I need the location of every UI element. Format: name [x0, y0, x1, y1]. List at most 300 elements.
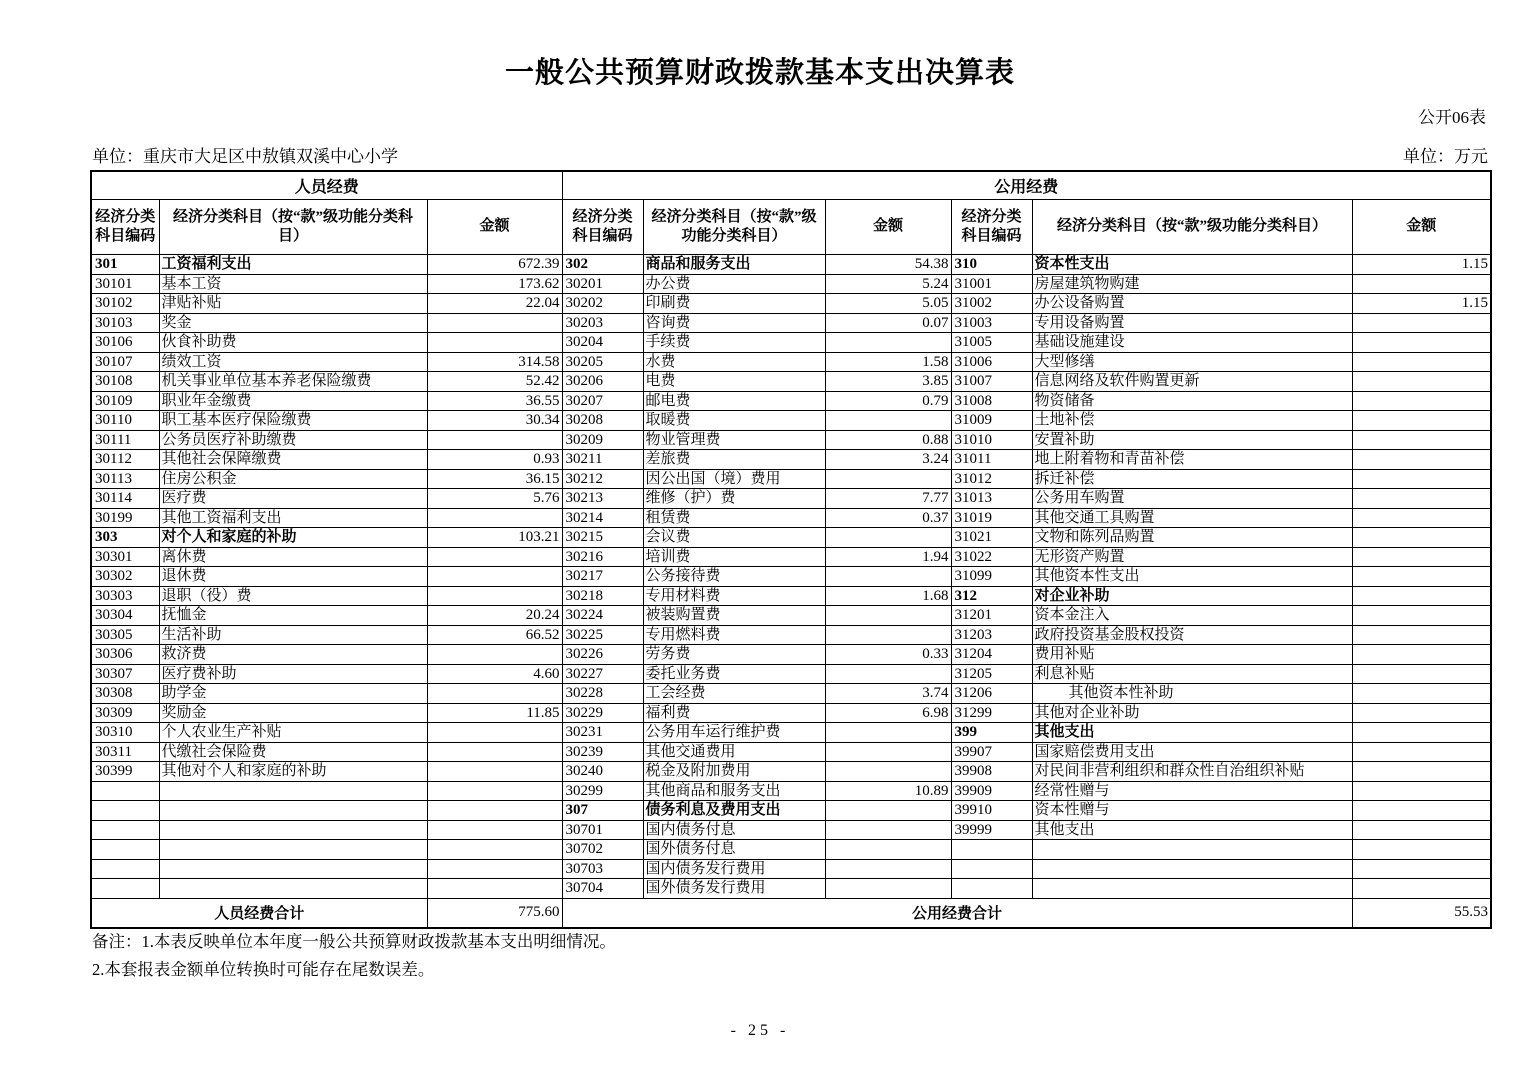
amount-cell [1352, 352, 1491, 372]
table-row [91, 489, 1491, 509]
subject-cell: 职业年金缴费 [159, 391, 427, 411]
subject-cell: 被装购置费 [643, 606, 825, 626]
amount-cell [825, 567, 951, 587]
table-row [91, 840, 1491, 860]
subject-cell: 基础设施建设 [1032, 333, 1352, 353]
amount-cell [825, 528, 951, 548]
subject-cell: 印刷费 [643, 294, 825, 314]
subject-cell: 代缴社会保险费 [159, 742, 427, 762]
amount-cell: 30.34 [427, 411, 562, 431]
economic-code-cell: 30209 [562, 430, 643, 450]
subject-cell: 信息网络及软件购置更新 [1032, 372, 1352, 392]
table-body [91, 255, 1491, 899]
economic-code-cell: 31099 [951, 567, 1032, 587]
amount-cell [427, 586, 562, 606]
amount-cell [1352, 411, 1491, 431]
column-header-code: 经济分类科目编码 [91, 200, 159, 255]
economic-code-cell: 30208 [562, 411, 643, 431]
amount-cell: 5.24 [825, 274, 951, 294]
table-row [91, 859, 1491, 879]
subject-cell: 公务用车运行维护费 [643, 723, 825, 743]
subject-cell: 维修（护）费 [643, 489, 825, 509]
amount-cell [427, 567, 562, 587]
subject-cell: 离休费 [159, 547, 427, 567]
economic-code-cell: 30239 [562, 742, 643, 762]
amount-cell [1352, 801, 1491, 821]
amount-cell [427, 879, 562, 899]
subject-cell: 经常性赠与 [1032, 781, 1352, 801]
subject-cell: 电费 [643, 372, 825, 392]
subject-cell: 对个人和家庭的补助 [159, 528, 427, 548]
table-row [91, 313, 1491, 333]
amount-cell: 3.74 [825, 684, 951, 704]
subject-cell: 公务用车购置 [1032, 489, 1352, 509]
table-row [91, 567, 1491, 587]
economic-code-cell: 30113 [91, 469, 159, 489]
amount-cell: 1.15 [1352, 294, 1491, 314]
amount-cell [1352, 703, 1491, 723]
amount-cell [1352, 840, 1491, 860]
economic-code-cell: 30214 [562, 508, 643, 528]
economic-code-cell: 31021 [951, 528, 1032, 548]
economic-code-cell: 30108 [91, 372, 159, 392]
currency-unit-label: 单位：万元 [1403, 147, 1488, 166]
table-row [91, 469, 1491, 489]
amount-cell [1352, 879, 1491, 899]
amount-cell: 314.58 [427, 352, 562, 372]
amount-cell: 1.58 [825, 352, 951, 372]
table-row [91, 508, 1491, 528]
economic-code-cell: 30217 [562, 567, 643, 587]
page-title: 一般公共预算财政拨款基本支出决算表 [504, 57, 1015, 89]
subject-cell: 基本工资 [159, 274, 427, 294]
economic-code-cell: 30701 [562, 820, 643, 840]
personnel-total-label: 人员经费合计 [91, 898, 427, 928]
economic-code-cell: 30226 [562, 645, 643, 665]
amount-cell [1352, 586, 1491, 606]
column-header-amount: 金额 [1352, 200, 1491, 255]
subject-cell: 其他工资福利支出 [159, 508, 427, 528]
amount-cell: 3.24 [825, 450, 951, 470]
subject-cell: 其他支出 [1032, 723, 1352, 743]
amount-cell [427, 840, 562, 860]
table-row [91, 684, 1491, 704]
economic-code-cell: 30201 [562, 274, 643, 294]
subject-cell [159, 820, 427, 840]
economic-code-cell: 30218 [562, 586, 643, 606]
table-row [91, 294, 1491, 314]
economic-code-cell: 30103 [91, 313, 159, 333]
amount-cell [1352, 645, 1491, 665]
subject-cell: 物资储备 [1032, 391, 1352, 411]
subject-cell: 其他对企业补助 [1032, 703, 1352, 723]
amount-cell: 36.55 [427, 391, 562, 411]
subject-cell: 其他对个人和家庭的补助 [159, 762, 427, 782]
table-row [91, 391, 1491, 411]
subject-cell: 房屋建筑物购建 [1032, 274, 1352, 294]
amount-cell: 0.93 [427, 450, 562, 470]
subject-cell: 资本性支出 [1032, 255, 1352, 275]
subject-cell: 抚恤金 [159, 606, 427, 626]
subject-cell: 无形资产购置 [1032, 547, 1352, 567]
amount-cell [427, 430, 562, 450]
economic-code-cell: 30228 [562, 684, 643, 704]
economic-code-cell [91, 879, 159, 899]
economic-code-cell: 30301 [91, 547, 159, 567]
subject-cell: 会议费 [643, 528, 825, 548]
amount-cell: 5.05 [825, 294, 951, 314]
amount-cell: 1.68 [825, 586, 951, 606]
group-header-row [91, 171, 1491, 200]
economic-code-cell [91, 859, 159, 879]
amount-cell [427, 684, 562, 704]
amount-cell [1352, 567, 1491, 587]
subject-cell: 职工基本医疗保险缴费 [159, 411, 427, 431]
amount-cell: 4.60 [427, 664, 562, 684]
amount-cell [1352, 820, 1491, 840]
economic-code-cell: 31001 [951, 274, 1032, 294]
subject-cell: 培训费 [643, 547, 825, 567]
subject-cell: 劳务费 [643, 645, 825, 665]
amount-cell: 54.38 [825, 255, 951, 275]
subject-cell: 利息补贴 [1032, 664, 1352, 684]
amount-cell: 20.24 [427, 606, 562, 626]
subject-cell: 水费 [643, 352, 825, 372]
amount-cell: 0.88 [825, 430, 951, 450]
economic-code-cell: 30229 [562, 703, 643, 723]
economic-code-cell: 31007 [951, 372, 1032, 392]
economic-code-cell: 30307 [91, 664, 159, 684]
economic-code-cell: 31008 [951, 391, 1032, 411]
economic-code-cell: 302 [562, 255, 643, 275]
economic-code-cell: 31003 [951, 313, 1032, 333]
column-header-subject: 经济分类科目（按“款”级功能分类科目） [159, 200, 427, 255]
table-row [91, 372, 1491, 392]
economic-code-cell: 31206 [951, 684, 1032, 704]
amount-cell [1352, 391, 1491, 411]
subject-cell: 机关事业单位基本养老保险缴费 [159, 372, 427, 392]
economic-code-cell: 30204 [562, 333, 643, 353]
amount-cell [825, 801, 951, 821]
subject-cell: 医疗费补助 [159, 664, 427, 684]
amount-cell [427, 742, 562, 762]
column-header-subject: 经济分类科目（按“款”级功能分类科目） [1032, 200, 1352, 255]
economic-code-cell: 31012 [951, 469, 1032, 489]
subject-cell: 其他商品和服务支出 [643, 781, 825, 801]
subject-cell: 税金及附加费用 [643, 762, 825, 782]
subject-cell: 其他支出 [1032, 820, 1352, 840]
amount-cell: 1.15 [1352, 255, 1491, 275]
table-row [91, 723, 1491, 743]
table-row [91, 411, 1491, 431]
column-header-amount: 金额 [825, 200, 951, 255]
economic-code-cell: 39999 [951, 820, 1032, 840]
amount-cell [825, 469, 951, 489]
table-row [91, 625, 1491, 645]
subject-cell: 绩效工资 [159, 352, 427, 372]
economic-code-cell [91, 820, 159, 840]
subject-cell [159, 840, 427, 860]
economic-code-cell: 30311 [91, 742, 159, 762]
economic-code-cell: 30112 [91, 450, 159, 470]
economic-code-cell: 30309 [91, 703, 159, 723]
amount-cell: 672.39 [427, 255, 562, 275]
amount-cell: 6.98 [825, 703, 951, 723]
economic-code-cell: 31205 [951, 664, 1032, 684]
amount-cell [1352, 664, 1491, 684]
table-row [91, 274, 1491, 294]
economic-code-cell: 30225 [562, 625, 643, 645]
economic-code-cell: 30305 [91, 625, 159, 645]
personnel-total-amount: 775.60 [427, 898, 562, 928]
column-header-code: 经济分类科目编码 [951, 200, 1032, 255]
subject-cell: 退休费 [159, 567, 427, 587]
economic-code-cell: 31019 [951, 508, 1032, 528]
subject-cell: 邮电费 [643, 391, 825, 411]
economic-code-cell: 30306 [91, 645, 159, 665]
table-row [91, 450, 1491, 470]
economic-code-cell: 30207 [562, 391, 643, 411]
column-header-amount: 金额 [427, 200, 562, 255]
economic-code-cell: 303 [91, 528, 159, 548]
subject-cell: 其他资本性补助 [1032, 684, 1352, 704]
amount-cell: 36.15 [427, 469, 562, 489]
subject-cell: 拆迁补偿 [1032, 469, 1352, 489]
table-row [91, 586, 1491, 606]
table-code-label: 公开06表 [1418, 108, 1486, 127]
amount-cell [427, 547, 562, 567]
public-total-amount: 55.53 [1352, 898, 1491, 928]
amount-cell [427, 762, 562, 782]
column-header-row [91, 200, 1491, 255]
subject-cell: 专用设备购置 [1032, 313, 1352, 333]
amount-cell [427, 723, 562, 743]
economic-code-cell: 399 [951, 723, 1032, 743]
subject-cell [159, 781, 427, 801]
subject-cell: 债务利息及费用支出 [643, 801, 825, 821]
note-line: 备注：1.本表反映单位本年度一般公共预算财政拨款基本支出明细情况。 [92, 932, 616, 951]
note-line: 2.本套报表金额单位转换时可能存在尾数误差。 [92, 960, 435, 979]
economic-code-cell: 30702 [562, 840, 643, 860]
subject-cell [159, 879, 427, 899]
amount-cell [1352, 469, 1491, 489]
table-row [91, 664, 1491, 684]
economic-code-cell: 31203 [951, 625, 1032, 645]
economic-code-cell: 30231 [562, 723, 643, 743]
amount-cell [427, 333, 562, 353]
amount-cell [825, 820, 951, 840]
economic-code-cell: 30106 [91, 333, 159, 353]
economic-code-cell: 30206 [562, 372, 643, 392]
amount-cell [1352, 742, 1491, 762]
economic-code-cell: 30199 [91, 508, 159, 528]
amount-cell [825, 879, 951, 899]
subject-cell: 国外债务付息 [643, 840, 825, 860]
table-row [91, 742, 1491, 762]
amount-cell [1352, 333, 1491, 353]
page-number: - 25 - [730, 1022, 790, 1039]
subject-cell: 大型修缮 [1032, 352, 1352, 372]
economic-code-cell: 31005 [951, 333, 1032, 353]
subject-cell: 物业管理费 [643, 430, 825, 450]
meta-row [92, 142, 1488, 167]
economic-code-cell: 39909 [951, 781, 1032, 801]
table-row [91, 781, 1491, 801]
amount-cell [427, 801, 562, 821]
amount-cell [1352, 625, 1491, 645]
economic-code-cell: 30703 [562, 859, 643, 879]
subject-cell: 其他资本性支出 [1032, 567, 1352, 587]
budget-table [90, 170, 1492, 929]
subject-cell: 资本性赠与 [1032, 801, 1352, 821]
subject-cell: 土地补偿 [1032, 411, 1352, 431]
amount-cell [427, 313, 562, 333]
economic-code-cell [91, 781, 159, 801]
subject-cell: 医疗费 [159, 489, 427, 509]
economic-code-cell: 30227 [562, 664, 643, 684]
amount-cell [1352, 684, 1491, 704]
economic-code-cell [951, 859, 1032, 879]
economic-code-cell [951, 840, 1032, 860]
subject-cell: 退职（役）费 [159, 586, 427, 606]
table-row [91, 430, 1491, 450]
amount-cell: 5.76 [427, 489, 562, 509]
economic-code-cell: 312 [951, 586, 1032, 606]
economic-code-cell: 30240 [562, 762, 643, 782]
subject-cell: 国内债务发行费用 [643, 859, 825, 879]
notes-block [92, 928, 616, 984]
amount-cell [1352, 313, 1491, 333]
economic-code-cell: 39908 [951, 762, 1032, 782]
economic-code-cell: 30101 [91, 274, 159, 294]
economic-code-cell: 30216 [562, 547, 643, 567]
economic-code-cell: 30302 [91, 567, 159, 587]
economic-code-cell: 31022 [951, 547, 1032, 567]
subject-cell: 差旅费 [643, 450, 825, 470]
table-row [91, 879, 1491, 899]
subject-cell: 费用补贴 [1032, 645, 1352, 665]
economic-code-cell: 30213 [562, 489, 643, 509]
subject-cell: 对民间非营利组织和群众性自治组织补贴 [1032, 762, 1352, 782]
amount-cell [825, 762, 951, 782]
amount-cell [1352, 274, 1491, 294]
amount-cell: 0.79 [825, 391, 951, 411]
table-row [91, 528, 1491, 548]
subject-cell: 生活补助 [159, 625, 427, 645]
amount-cell: 1.94 [825, 547, 951, 567]
amount-cell [1352, 859, 1491, 879]
economic-code-cell: 30110 [91, 411, 159, 431]
economic-code-cell: 31010 [951, 430, 1032, 450]
subject-cell: 手续费 [643, 333, 825, 353]
subject-cell: 租赁费 [643, 508, 825, 528]
subject-cell: 个人农业生产补贴 [159, 723, 427, 743]
economic-code-cell: 30299 [562, 781, 643, 801]
table-row [91, 547, 1491, 567]
economic-code-cell: 301 [91, 255, 159, 275]
org-unit-label: 单位：重庆市大足区中敖镇双溪中心小学 [92, 147, 398, 166]
economic-code-cell [951, 879, 1032, 899]
amount-cell [825, 840, 951, 860]
subject-cell: 办公设备购置 [1032, 294, 1352, 314]
subject-cell: 助学金 [159, 684, 427, 704]
subject-cell: 资本金注入 [1032, 606, 1352, 626]
subject-cell: 奖金 [159, 313, 427, 333]
subject-cell [1032, 879, 1352, 899]
table-row [91, 606, 1491, 626]
table-row [91, 255, 1491, 275]
subject-cell: 委托业务费 [643, 664, 825, 684]
amount-cell [427, 781, 562, 801]
economic-code-cell: 30303 [91, 586, 159, 606]
amount-cell [1352, 762, 1491, 782]
subject-cell: 文物和陈列品购置 [1032, 528, 1352, 548]
subject-cell: 安置补助 [1032, 430, 1352, 450]
table-row [91, 703, 1491, 723]
economic-code-cell: 31204 [951, 645, 1032, 665]
amount-cell [1352, 430, 1491, 450]
subject-cell: 因公出国（境）费用 [643, 469, 825, 489]
amount-cell: 52.42 [427, 372, 562, 392]
amount-cell: 7.77 [825, 489, 951, 509]
public-total-label: 公用经费合计 [562, 898, 1352, 928]
economic-code-cell: 30202 [562, 294, 643, 314]
economic-code-cell: 30212 [562, 469, 643, 489]
subject-cell: 对企业补助 [1032, 586, 1352, 606]
economic-code-cell: 30308 [91, 684, 159, 704]
subject-cell: 国内债务付息 [643, 820, 825, 840]
table-row [91, 645, 1491, 665]
economic-code-cell: 307 [562, 801, 643, 821]
subject-cell: 专用材料费 [643, 586, 825, 606]
subject-cell [159, 801, 427, 821]
amount-cell: 173.62 [427, 274, 562, 294]
economic-code-cell: 30399 [91, 762, 159, 782]
economic-code-cell: 30114 [91, 489, 159, 509]
amount-cell [1352, 489, 1491, 509]
amount-cell [825, 625, 951, 645]
subject-cell [159, 859, 427, 879]
economic-code-cell: 310 [951, 255, 1032, 275]
table-row [91, 352, 1491, 372]
economic-code-cell: 30107 [91, 352, 159, 372]
amount-cell [1352, 781, 1491, 801]
subject-cell: 福利费 [643, 703, 825, 723]
group-header-public: 公用经费 [562, 171, 1491, 200]
economic-code-cell: 30211 [562, 450, 643, 470]
amount-cell: 0.07 [825, 313, 951, 333]
subject-cell [1032, 840, 1352, 860]
subject-cell: 办公费 [643, 274, 825, 294]
amount-cell: 66.52 [427, 625, 562, 645]
amount-cell: 0.33 [825, 645, 951, 665]
subject-cell: 津贴补贴 [159, 294, 427, 314]
amount-cell [825, 723, 951, 743]
economic-code-cell: 39907 [951, 742, 1032, 762]
subject-cell: 商品和服务支出 [643, 255, 825, 275]
subject-cell: 公务员医疗补助缴费 [159, 430, 427, 450]
amount-cell: 103.21 [427, 528, 562, 548]
economic-code-cell: 30704 [562, 879, 643, 899]
amount-cell [1352, 723, 1491, 743]
amount-cell [427, 820, 562, 840]
subject-cell: 专用燃料费 [643, 625, 825, 645]
subject-cell: 其他交通费用 [643, 742, 825, 762]
subject-cell: 住房公积金 [159, 469, 427, 489]
subject-cell: 取暖费 [643, 411, 825, 431]
economic-code-cell: 30310 [91, 723, 159, 743]
amount-cell [1352, 450, 1491, 470]
